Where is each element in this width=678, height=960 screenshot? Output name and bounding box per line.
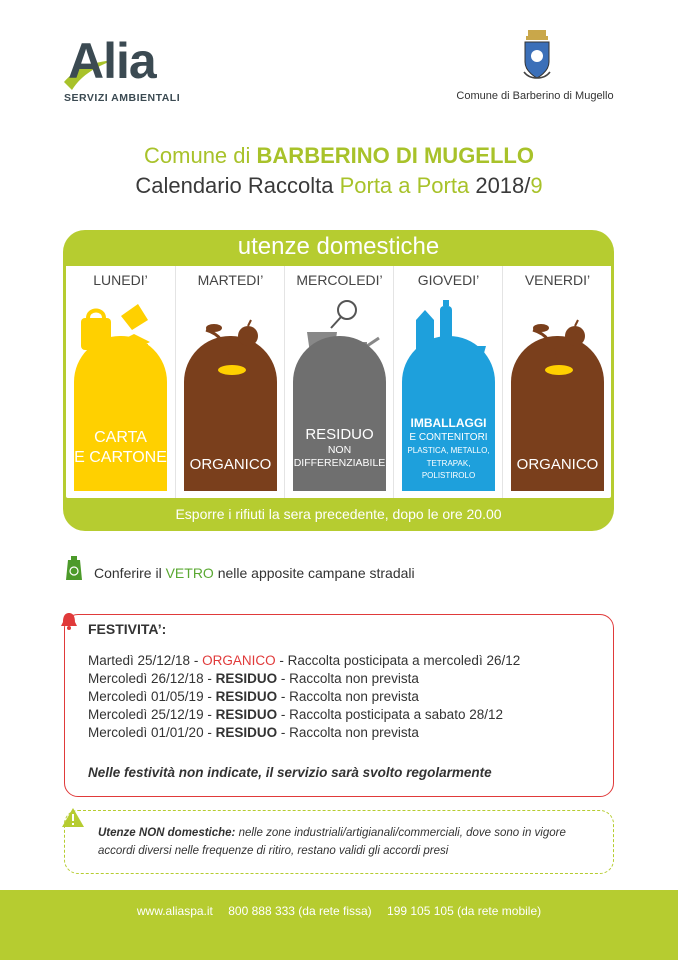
day-label: MERCOLEDI’	[296, 272, 383, 288]
holiday-type: RESIDUO	[215, 671, 278, 686]
organic-waste-icon	[176, 308, 285, 378]
footer-website-link[interactable]: www.aliaspa.it	[136, 904, 213, 918]
vetro-prefix: Conferire il	[94, 565, 166, 581]
calendar-day-thursday	[393, 266, 502, 498]
holiday-item	[88, 671, 419, 686]
subtitle-green: Porta a Porta	[339, 173, 470, 198]
holiday-date: Mercoledì 01/01/20 -	[88, 725, 216, 740]
calendar-day-friday	[502, 266, 611, 498]
bin-label-line: IMBALLAGGI	[410, 416, 487, 430]
bin-label-line: RESIDUO	[305, 426, 374, 443]
page-footer	[0, 890, 678, 960]
bin-label-line: NON	[327, 444, 352, 456]
calendar-day-wednesday	[284, 266, 393, 498]
holiday-item	[88, 689, 419, 704]
comune-label: Comune di Barberino di Mugello	[456, 90, 614, 102]
holiday-type: RESIDUO	[215, 725, 278, 740]
bin-label-line: E CONTENITORI	[409, 432, 488, 443]
calendar-body	[66, 266, 611, 498]
calendar-footer-note: Esporre i rifiuti la sera precedente, dopo le ore 20.00	[175, 506, 502, 522]
holiday-item	[88, 653, 520, 668]
holiday-date: Mercoledì 25/12/19 -	[88, 707, 216, 722]
vetro-note	[94, 565, 415, 581]
glass-bin-icon	[64, 556, 84, 580]
bin-label-organic: ORGANICO	[516, 456, 599, 473]
logo-subtitle: SERVIZI AMBIENTALI	[64, 92, 181, 104]
footer-phone-landline: 800 888 333 (da rete fissa)	[228, 904, 372, 918]
holiday-date: Mercoledì 01/05/19 -	[88, 689, 216, 704]
bin-label-line: PLASTICA, METALLO,	[407, 446, 490, 455]
subtitle-prefix: Calendario Raccolta	[135, 173, 340, 198]
title-town: BARBERINO DI MUGELLO	[256, 143, 534, 168]
holiday-item	[88, 707, 503, 722]
subtitle-year-suffix: 9	[530, 173, 543, 198]
day-label: VENERDI’	[524, 272, 591, 288]
non-domestic-note	[98, 824, 598, 860]
non-domestic-label: Utenze NON domestiche:	[98, 827, 236, 839]
holiday-note: - Raccolta posticipata a mercoledì 26/12	[275, 653, 521, 668]
bin-label-line: CARTA	[94, 429, 147, 446]
organic-waste-icon	[503, 308, 612, 378]
day-label: GIOVEDI’	[417, 272, 480, 288]
coat-of-arms-icon	[522, 28, 552, 83]
footer-phone-mobile: 199 105 105 (da rete mobile)	[387, 904, 542, 918]
non-domestic-text: nelle zone industriali/artigianali/commerciali, dove sono in vigore accordi diversi nelle frequenze di ritiro, restano validi gli accordi presi	[98, 827, 566, 857]
holiday-note: - Raccolta posticipata a sabato 28/12	[277, 707, 503, 722]
bell-icon	[58, 610, 80, 632]
holiday-note: - Raccolta non prevista	[277, 725, 419, 740]
calendar-heading: utenze domestiche	[237, 233, 440, 260]
holiday-date: Martedì 25/12/18 -	[88, 653, 203, 668]
holiday-type: ORGANICO	[202, 653, 276, 668]
subtitle-year: 2018/	[469, 173, 531, 198]
bin-label-paper	[74, 428, 167, 468]
collection-calendar	[63, 230, 614, 531]
bin-label-line: E CARTONE	[74, 449, 167, 466]
page-title	[0, 143, 678, 169]
vetro-suffix: nelle apposite campane stradali	[213, 565, 415, 581]
warning-icon	[61, 806, 85, 830]
footer-contacts	[0, 890, 678, 932]
page-subtitle	[0, 173, 678, 199]
logo-word: Alia	[68, 33, 156, 89]
bin-label-line: DIFFERENZIABILE	[293, 457, 386, 469]
bin-label-line: TETRAPAK, POLISTIROLO	[421, 459, 476, 480]
holiday-note: - Raccolta non prevista	[277, 671, 419, 686]
holiday-item	[88, 725, 419, 740]
calendar-day-tuesday	[175, 266, 284, 498]
day-label: MARTEDI’	[197, 272, 264, 288]
bin-label-packaging	[402, 416, 495, 482]
holiday-type: RESIDUO	[215, 689, 278, 704]
bin-label-residual	[293, 426, 386, 470]
holidays-note: Nelle festività non indicate, il servizio sarà svolto regolarmente	[88, 765, 492, 780]
holiday-date: Mercoledì 26/12/18 -	[88, 671, 216, 686]
calendar-day-monday	[66, 266, 175, 498]
bin-label-organic: ORGANICO	[189, 456, 272, 473]
holiday-note: - Raccolta non prevista	[277, 689, 419, 704]
holiday-type: RESIDUO	[215, 707, 278, 722]
day-label: LUNEDI’	[93, 272, 148, 288]
title-prefix: Comune di	[144, 143, 257, 168]
vetro-highlight: VETRO	[165, 565, 214, 581]
alia-logo	[62, 28, 212, 108]
holidays-title: FESTIVITA’:	[88, 621, 167, 637]
